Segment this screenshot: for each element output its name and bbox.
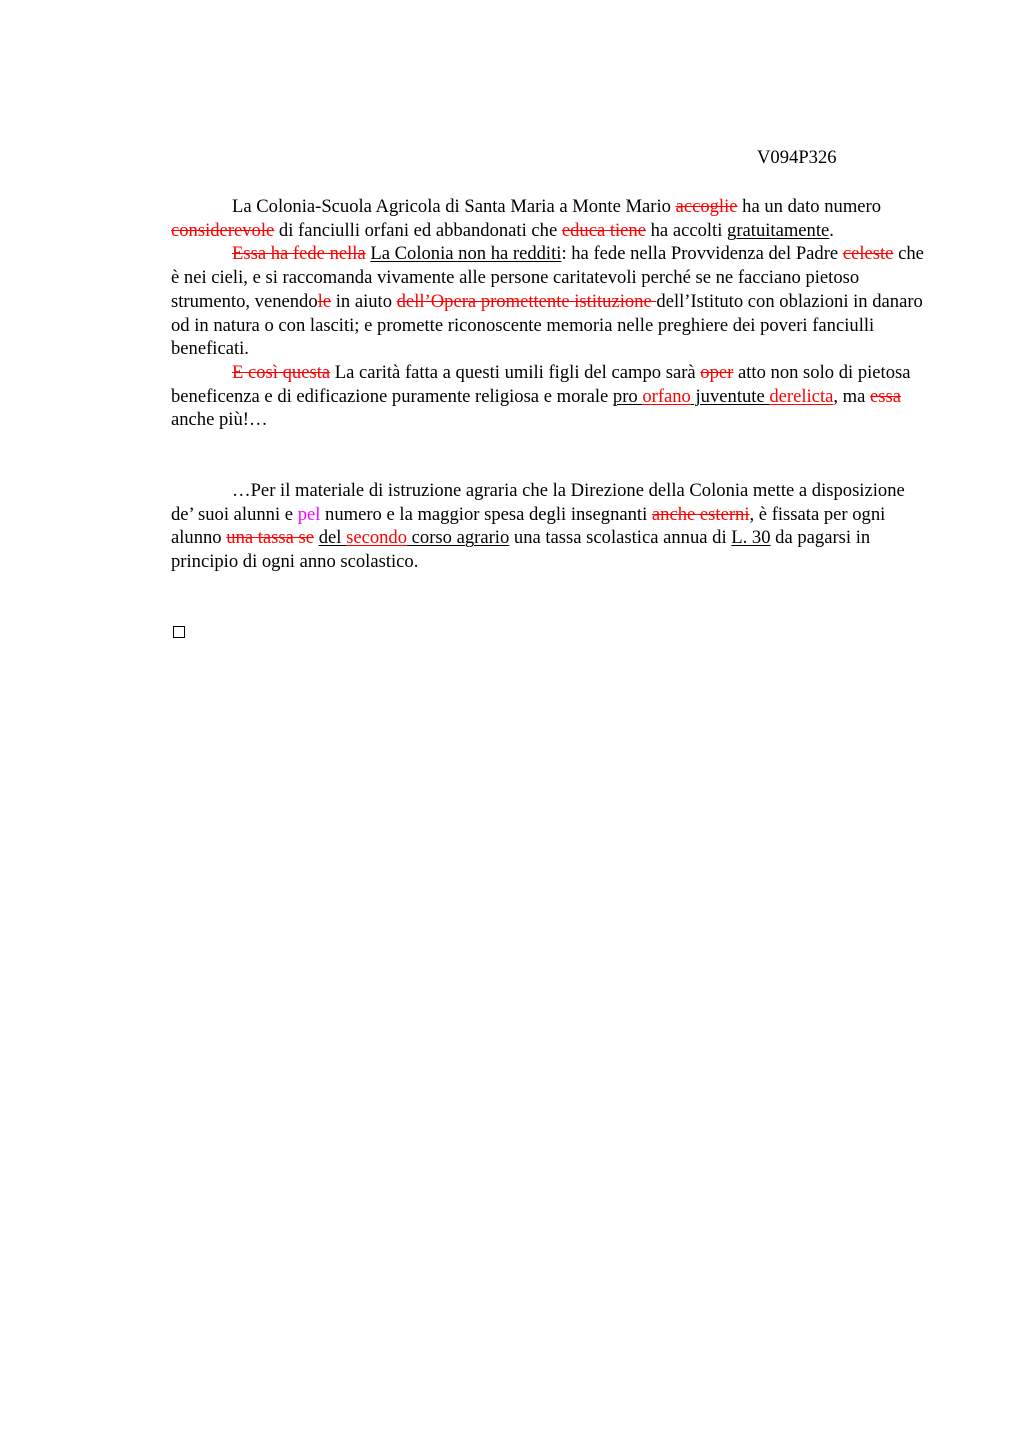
underlined-deleted-text: orfano — [642, 385, 691, 407]
deleted-text: educa tiene — [561, 219, 646, 241]
deleted-text: oper — [700, 361, 734, 383]
text-run: , è fissata per ogni alunno — [171, 503, 886, 549]
document-body — [171, 195, 931, 574]
deleted-text: E così questa — [232, 361, 331, 383]
paragraph-tassa-scolastica — [171, 479, 931, 574]
text-run: una tassa scolastica annua di — [509, 527, 732, 549]
text-run: dell’Istituto con oblazioni in danaro od in natura o con lasciti; e promette riconoscente memoria nelle preghiere dei poveri fanciulli beneficati. — [171, 290, 923, 360]
text-run: in aiuto — [331, 290, 397, 312]
deleted-text: anche esterni — [651, 503, 750, 525]
deleted-text: accoglie — [675, 196, 738, 217]
underlined-text: juventute — [690, 385, 770, 407]
paragraph-gap — [171, 432, 931, 479]
underlined-text: gratuitamente — [727, 219, 830, 241]
text-run: La carità fatta a questi umili figli del campo sarà — [330, 361, 701, 383]
deleted-text: le — [317, 290, 332, 312]
deleted-text: considerevole — [171, 219, 275, 241]
paragraph-colonia-intro — [171, 195, 931, 242]
deleted-text: dell’Opera promettente istituzione — [396, 290, 657, 312]
underlined-text: del — [318, 527, 347, 549]
underlined-deleted-text: derelicta — [769, 385, 834, 407]
paragraph-provvidenza — [171, 242, 931, 361]
checkbox-square-icon — [173, 626, 185, 638]
text-run: . — [829, 219, 834, 241]
text-run: atto non solo di pietosa beneficenza e di edificazione puramente religiosa e morale — [171, 361, 911, 407]
text-run: che è nei cieli, e si raccomanda vivamente alle persone caritatevoli perché se ne facciano pietoso strumento, venendo — [171, 243, 924, 312]
text-run: ha accolti — [645, 219, 728, 241]
deleted-text: una tassa se — [226, 527, 315, 549]
page-identifier: V094P326 — [757, 147, 837, 168]
text-run: numero e la maggior spesa degli insegnanti — [320, 503, 652, 525]
text-run: , ma — [833, 385, 871, 407]
underlined-text: corso agrario — [407, 527, 510, 549]
underlined-deleted-text: secondo — [346, 527, 408, 549]
highlighted-text: pel — [297, 503, 321, 525]
text-run: anche più!… — [171, 409, 268, 431]
text-run: di fanciulli orfani ed abbandonati che — [274, 219, 562, 241]
underlined-text: La Colonia non ha redditi — [370, 243, 562, 265]
text-run: ha un dato numero — [737, 196, 882, 217]
deleted-text: essa — [870, 385, 902, 407]
text-run: da pagarsi in principio di ogni anno scolastico. — [171, 527, 871, 573]
paragraph-carita — [171, 361, 931, 432]
underlined-amount: L. 30 — [731, 527, 771, 549]
text-run: …Per il materiale di istruzione agraria che la Direzione della Colonia mette a disposizione de’ suoi alunni e — [171, 480, 905, 525]
deleted-text: celeste — [842, 243, 894, 265]
text-run: La Colonia-Scuola Agricola di Santa Maria a Monte Mario — [232, 196, 676, 217]
deleted-text: Essa ha fede nella — [232, 243, 366, 265]
text-run: : ha fede nella Provvidenza del Padre — [561, 243, 843, 265]
underlined-text: pro — [612, 385, 643, 407]
